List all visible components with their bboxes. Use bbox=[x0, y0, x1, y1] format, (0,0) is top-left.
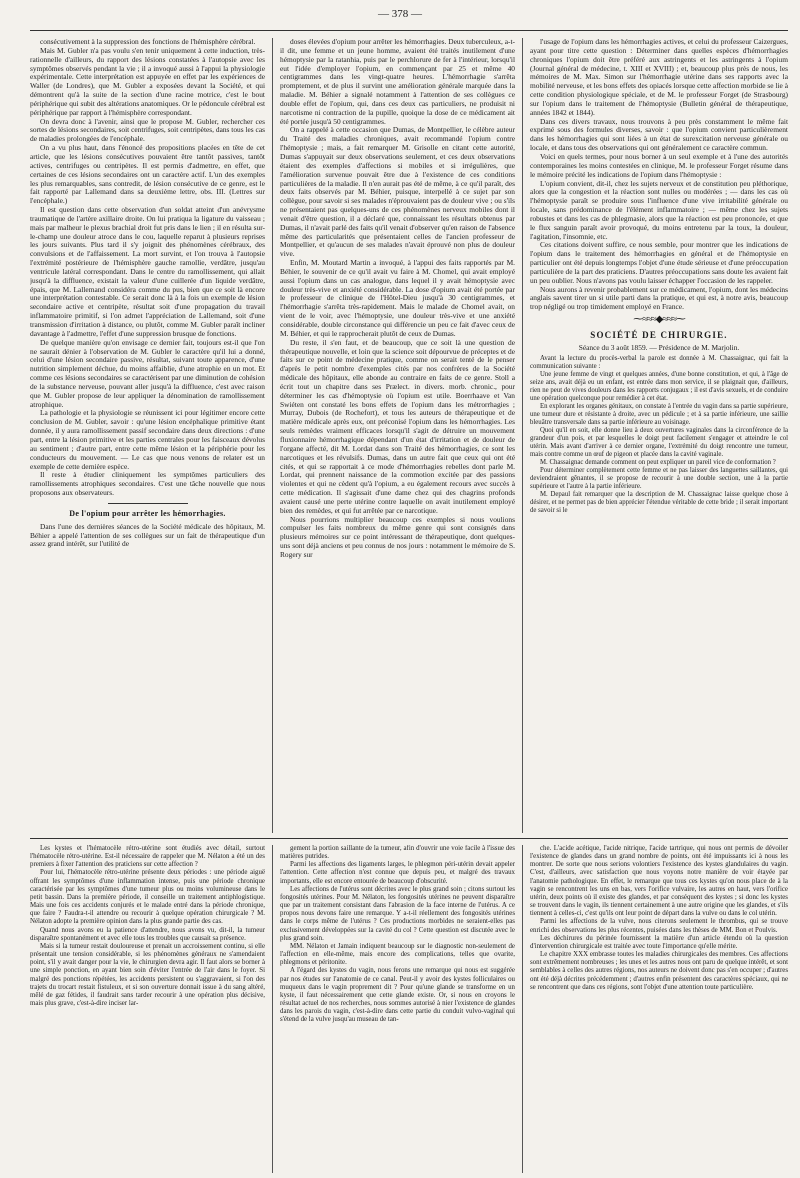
paragraph: l'usage de l'opium dans les hémorrhagies actives, et celui du professeur Caizergues, ayant pour titre cette question : Déterminer dans quelles espèces d'hémorrhagies chroniques l'opium doit être préféré aux astringents et les astringents à l'opium (Journal général de médecine, t. XIII et XVIII) ; et, beaucoup plus près de nous, les mémoires de M. Max. Simon sur l'hémorrhagie utérine dans ses rapports avec la mobilité nerveuse, et les bons effets des opiacés lorsque cette affection morbide se lie à cette condition physiologique spéciale, et de M. le professeur Forget (de Strasbourg) sur l'opium dans le traitement de l'hémoptysie (Bulletin général de thérapeutique, années 1842 et 1844). bbox=[530, 38, 788, 117]
page-number: — 378 — bbox=[378, 8, 422, 20]
paragraph: M. Depaul fait remarquer que la description de M. Chassaignac laisse quelque chose à désirer, et ne permet pas de bien apprécier l'étendue véritable de cette bride ; il serait important de savoir si le bbox=[530, 490, 788, 514]
paragraph: M. Chassaignac demande comment on peut expliquer un pareil vice de conformation ? bbox=[540, 458, 776, 466]
paragraph: Parmi les affections de la vulve, nous citerons seulement le thrombus, qui se trouve enrichi des observations les plus récentes, puisées dans les thèses de MM. Bon et Poulvis. bbox=[530, 918, 788, 934]
paragraph: De quelque manière qu'on envisage ce dernier fait, toujours est-il que l'on ne saurait dénier à l'observation de M. Gubler le caractère qu'il lui a donné, celui d'une lésion secondaire passive, résultat, suivant toute apparence, d'une nutrition simplement déchue, du moins affaiblie, d'une atrophie en un mot. Et comme ces lésions secondaires se caractérisent par une diminution de cohésion de la substance nerveuse, pouvant aller jusqu'à la diffluence, c'est avec raison que M. Gubler propose de leur appliquer la dénomination de ramollissement atrophique. bbox=[30, 337, 265, 409]
paragraph: Pour déterminer complètement cette femme et ne pas laisser des languettes saillantes, qui deviendraient gênantes, il se propose de recourir à une double section, une à la partie supérieure et l'autre à la partie inférieure. bbox=[530, 466, 788, 490]
paragraph: Mais M. Gubler n'a pas voulu s'en tenir uniquement à cette induction, très-rationnelle d'ailleurs, du rapport des lésions constatées à l'autopsie avec les symptômes observés pendant la vie ; il a invoqué aussi à l'appui la physiologie expérimentale. Cette interprétation est appuyée en effet par les expériences de Waller (de Londres), que M. Gubler a exposées devant la Société, et qui démontrent qu'à la suite de la section d'une racine motrice, c'est le bout périphérique qui subit des altérations anatomiques. Or le pédoncule cérébral est périphérique par rapport à l'hémisphère correspondant. bbox=[30, 45, 265, 117]
paragraph: doses élevées d'opium pour arrêter les hémorrhagies. Deux tuberculeux, a-t-il dit, une femme et un jeune homme, avaient été traités inutilement d'une hémoptysie par la ratanhia, puis par le perchlorure de fer à l'intérieur, lorsqu'il eut l'idée d'employer l'opium, en commençant par 25 et même 40 centigrammes dans les vingt-quatre heures. L'hémorrhagie s'arrêta promptement, et de plus il survint une amélioration générale marquée dans la maladie. M. Béhier a signalé notamment à l'attention de ses collègues ce double effet de l'opium, qui, dans ces deux cas particuliers, ne produisit ni narcotisme ni contraction de la pupille, quoique la dose de ce médicament ait été portée jusqu'à 50 centigrammes. bbox=[280, 38, 515, 126]
opium-article-heading: De l'opium pour arrêter les hémorrhagies. bbox=[69, 508, 226, 518]
column-rule bbox=[522, 845, 523, 1173]
paragraph: Nous aurons à revenir probablement sur ce médicament, l'opium, dont les médecins anglais savent tirer un si utile parti dans la pratique, et qui est, à notre avis, beaucoup trop négligé ou trop timidement employé en France. bbox=[530, 284, 788, 312]
column-rule bbox=[272, 845, 273, 1173]
paragraph: Enfin, M. Moutard Martin a invoqué, à l'appui des faits rapportés par M. Béhier, le souvenir de ce qu'il avait vu faire à M. Chomel, qui avait employé aussi l'opium dans un cas analogue, dans lequel il y avait hémoptysie avec douleur très-vive et anxiété considérable. La dose d'opium avait été portée par le professeur de clinique de l'Hôtel-Dieu jusqu'à 30 centigrammes, et l'hémorrhagie s'arrêta très-rapidement. Mais le malade de Chomel avait, on vient de le voir, avec l'hémoptysie, une douleur très-vive et une anxiété considérable, double circonstance qui différencie un peu ce fait d'avec ceux de M. Béhier, et qui le rapprocherait plutôt de ceux de Dumas. bbox=[280, 258, 515, 338]
paragraph: Ces citations doivent suffire, ce nous semble, pour montrer que les indications de l'opium dans le traitement des hémorrhagies en général et de l'hémoptysie en particulier ont été depuis longtemps l'objet d'une étude sérieuse et d'une préoccupation particulière de la part des praticiens. D'autres préoccupations sans doute les avaient fait un peu oublier. Nous n'avons pas voulu laisser échapper l'occasion de les rappeler. bbox=[530, 240, 788, 285]
paragraph: Dans ces divers travaux, nous trouvons à peu près constamment le même fait exprimé sous des formules diverses, savoir : que l'opium convient particulièrement dans les hémorrhagies qui sont liées à un état de surexcitation nerveuse générale ou locale, et dans tous des observations qui ont généralement ce caractère commun. bbox=[530, 116, 788, 153]
paragraph: Il est question dans cette observation d'un soldat atteint d'un anévrysme traumatique de l'artère axillaire droite. On lui pratiqua la ligature du vaisseau ; mais par malheur le plexus brachial droit fut pris dans le lien ; il en résulta sur-le-champ une douleur atroce dans le cou, laquelle reparut à plusieurs reprises les jours suivants. Plus tard il s'y joignit des phénomènes cérébraux, des convulsions et de l'affaissement. La mort survint, et l'on trouva à l'autopsie l'extrémité postérieure de l'hémisphère gauche ramollie, verdâtre, jusqu'au ventricule latéral correspondant. Dans le centre du ramollissement, qui allait jusqu'à la diffluence, existait la valeur d'une cuillerée d'un liquide verdâtre, épais, que M. Lallemand considéra comme du pus, bien que ce soit là encore une interprétation contestable. Ce serait donc là à la fois un exemple de lésion secondaire active et centripète, résultat soit d'une propagation du travail inflammatoire primitif, si l'on admet l'appréciation de Lallemand, soit d'une transmission d'irritation à distance, ou plutôt, comme M. Gubler paraît incliner davantage à l'admettre, l'effet d'une suppression brusque de fonctions. bbox=[30, 205, 265, 338]
paragraph: Quoi qu'il en soit, elle donne lieu à deux ouvertures vaginales dans la circonférence de la grandeur d'un pois, et par lesquelles le doigt peut facilement s'engager et atteindre le col utérin. Mais avant d'arriver à ce dernier organe, l'extrémité du doigt rencontre une tumeur, mais contre comme un œuf de pigeon et placée dans la cavité vaginale. bbox=[530, 426, 788, 458]
paragraph: L'opium convient, dit-il, chez les sujets nerveux et de constitution peu pléthorique, alors que la congestion et la réaction sont nulles ou modérées ; — dans les cas où l'hémoptysie paraît se produire sous l'influence d'une vive irritabilité générale ou locale, sans prédominance de l'élément inflammatoire ; — même chez les sujets robustes et dans les cas de phlegmasie, alors que la réaction est peu prononcée, et que le flux sanguin paraît avoir provoqué, du moins entretenu par la toux, la douleur, l'agitation, l'insomnie, etc. bbox=[530, 178, 788, 241]
paragraph: Quand nous avons eu la patience d'attendre, nous avons vu, dit-il, la tumeur disparaître spontanément et avec elle tous les troubles que causait sa présence. bbox=[30, 926, 265, 942]
paragraph: Les déchirures du périnée fournissent la matière d'un article étendu où la question d'intervention chirurgicale est traitée avec toute l'importance qu'elle mérite. bbox=[530, 934, 788, 950]
column-1 bbox=[30, 38, 265, 833]
paragraph: che. L'acide acétique, l'acide nitrique, l'acide tartrique, qui nous ont permis de dévoiler l'existence de glandes dans un grand nombre de points, ont été impuissants ici à nous les montrer. De sorte que nous serions volontiers l'existence des kystes glandulaires du vagin. C'est, d'ailleurs, avec satisfaction que nous voyons notre manière de voir étayée par l'anatomie pathologique. En effet, le remarque que tous ces kystes qu'on nous place de à la vagin se rencontrent les uns en bas, vers l'orifice vulvaire, les autres en haut, vers l'orifice utérin, deux points où il existe des glandes, et par conséquent des kystes ; si donc les kystes se trouvent dans le vagin, ils tiennent certainement à une autre origine que les glandes, et s'ils tiennent à celles-ci, c'est qu'ils ont leur point de départ dans la vulve ou dans le col utérin. bbox=[530, 845, 788, 918]
societe-chirurgie-heading: SOCIÉTÉ DE CHIRURGIE. bbox=[590, 330, 728, 340]
paragraph: On a rappelé à cette occasion que Dumas, de Montpellier, le célèbre auteur du Traité des maladies chroniques, avait recommandé l'opium contre l'hémoptysie ; mais, a fait remarquer M. Grisolle en citant cette autorité, Dumas s'appuyait sur deux observations seulement, et ces deux observations étaient des exemples d'affections si mobiles et si irrégulières, que l'amélioration survenue pouvait être due à l'existence de ces conditions particulières de la maladie. Il n'en aurait pas été de même, à ce qu'il paraît, des deux faits observés par M. Béhier, puisque, interpellé à ce sujet par son collègue, pour savoir si ses malades n'éprouvaient pas de douleur vive ; ou s'ils ne présentaient pas quelques-uns de ces phénomènes nerveux mobiles dont il venait d'être question, il a déclaré que, connaissant les résultats obtenus par Dumas, il n'avait parlé des faits qu'il venait d'observer qu'en raison de l'absence même des particularités que présentaient celles de l'ancien professeur de Montpellier, et qu'aucun de ses malades n'avait éprouvé non plus de douleur vive. bbox=[280, 125, 515, 259]
paragraph: Parmi les affections des ligaments larges, le phlegmon péri-utérin devait appeler l'attention. Cette affection n'est connue que depuis peu, et malgré des travaux importants, elle est encore entourée de beaucoup d'obscurité. bbox=[280, 861, 515, 885]
paragraph: Voici en quels termes, pour nous borner à un seul exemple et à l'une des autorités contemporaines les moins contestées en clinique, M. le professeur Forget résume dans le mémoire précité les indications de l'opium dans l'hémoptysie : bbox=[530, 151, 788, 179]
paragraph: Les affections de l'utérus sont décrites avec le plus grand soin ; citons surtout les fongosités utérines. Pour M. Nélaton, les fongosités utérines ne peuvent disparaître que par un traitement consistant dans l'abrasion de la face interne de l'utérus. A ce propos nous devons faire une remarque. Y a-t-il réellement des fongosités utérines dans le corps même de l'utérus ? Ces productions morbides ne seraient-elles pas exclusivement développées sur la cavité du col ? Cette question est discutée avec le plus grand soin. bbox=[280, 885, 515, 942]
paragraph: Mais si la tumeur restait douloureuse et prenait un accroissement continu, si elle présentait une tension considérable, si les phénomènes généraux ne s'amendaient point, s'il y avait danger pour la vie, le chirurgien devra agir. Il faut alors se borner à une simple ponction, en ayant bien soin d'éviter l'entrée de l'air dans le foyer. Si malgré des ponctions répétées, les accidents persistent ou s'aggravaient, si l'on des trajets du trocart restait fistuleux, et si son ouverture donnait issue à du sang altéré, mêlé de gaz fétides, il faudrait sans tarder recourir à une opération plus décisive, mais plus grave, c'est-à-dire inciser lar- bbox=[30, 942, 265, 1007]
paragraph: Avant la lecture du procès-verbal la parole est donnée à M. Chassaignac, qui fait la communication suivante : bbox=[530, 354, 788, 370]
seance-line: Séance du 3 août 1859. — Présidence de M. Marjolin. bbox=[578, 342, 740, 352]
bottom-column-3 bbox=[530, 845, 788, 1173]
paragraph: Une jeune femme de vingt et quelques années, d'une bonne constitution, et qui, à l'âge de seize ans, avait déjà eu un enfant, est entrée dans mon service, il se plaignait que, d'ailleurs, rien ne peut de vives douleurs dans les rapports conjugaux ; il est d'avis sexuels, et de conduire une opération quelconque pour remédier à cet état. bbox=[530, 370, 788, 402]
column-rule bbox=[522, 38, 523, 833]
paragraph: MM. Nélaton et Jamain indiquent beaucoup sur le diagnostic non-seulement de l'affection en elle-même, mais encore des complications, telles que ovarite, phlegmons et péritonite. bbox=[280, 942, 515, 967]
paragraph: Les kystes et l'hématocèle rétro-utérine sont étudiés avec détail, surtout l'hématocèle rétro-utérine. Est-il nécessaire de rappeler que M. Nélaton a été un des premiers à fixer l'attention des praticiens sur cette affection ? bbox=[30, 845, 265, 869]
paragraph: La pathologie et la physiologie se réunissent ici pour légitimer encore cette conclusion de M. Gubler, savoir : qu'une lésion encéphalique primitive étant donnée, il y aura ramollissement passif secondaire dans deux directions : d'une part, entre la lésion primitive et les parties centrales pour les faisceaux dévolus au sentiment ; d'autre part, entre cette même lésion et la périphérie pour les conducteurs du mouvement. — Le cas que nous venons de relater est un exemple de cette dernière espèce. bbox=[30, 408, 265, 471]
paragraph: Pour lui, l'hématocèle rétro-utérine présente deux périodes : une période aiguë offrant les symptômes d'une inflammation intense, puis une période chronique caractérisée par les symptômes d'une tumeur plus ou moins volumineuse dans le petit bassin. Dans la première période, il conseille un traitement antiphlogistique. Mais une fois ces accidents conjurés et le malade entré dans la période chronique, que faire ? Faudra-t-il attendre ou recourir à quelque opération chirurgicale ? M. Nélaton adopte la première opinion dans la plus grande partie des cas. bbox=[30, 869, 265, 926]
ornamental-divider: ⁓≈≈≈◆≈≈≈⁓ bbox=[633, 314, 685, 326]
column-rule bbox=[272, 38, 273, 833]
paragraph: En explorant les organes génitaux, on constate à l'entrée du vagin dans sa partie supérieure, une tumeur dure et résistante à droite, avec un pédicule ; et à sa partie inférieure, une saillie bleuâtre transversale dans sa partie inférieure au voisinage. bbox=[530, 402, 788, 426]
paragraph: consécutivement à la suppression des fonctions de l'hémisphère cérébral. bbox=[40, 38, 256, 46]
paragraph: Le chapitre XXX embrasse toutes les maladies chirurgicales des membres. Ces affections sont extrêmement nombreuses ; les unes et les autres nous ont paru de quelque intérêt, et sont semblables à celles des autres régions, nos auteurs ne doivent donc pas s'en occuper ; d'autres ont été déjà décrites précédemment ; d'autres enfin présentent des caractères spéciaux, qui ne se rencontrent que dans ces régions, sont l'objet d'une attention toute particulière. bbox=[530, 951, 788, 991]
section-divider bbox=[108, 503, 188, 504]
paragraph: Nous pourrions multiplier beaucoup ces exemples si nous voulions compulser les faits nombreux du même genre qui sont consignés dans plusieurs mémoires sur ce point intéressant de thérapeutique, dont quelques-uns sont déjà anciens et peu connus de nos jours : notamment le mémoire de S. Rogery sur bbox=[280, 514, 515, 559]
paragraph: Du reste, il s'en faut, et de beaucoup, que ce soit là une question de thérapeutique nouvelle, et loin que la science soit dépourvue de préceptes et de faits sur ce point de médecine pratique, comme on serait tenté de le penser d'après le petit nombre d'exemples cités par nos confrères de la Société médicale des hôpitaux, elle abonde au contraire en faits de ce genre. Stoll a écrit tout un chapitre dans ses Prælect. in divers. morb. chronic., pour déterminer les cas d'hémoptysie où l'opium est utile. Boerrhaave et Van Swiéten ont constaté les bons effets de l'opium dans les métrorrhagies ; Murray, Dubois (de Rochefort), et tous les auteurs de thérapeutique et de matière médicale après eux, ont préconisé l'opium dans les hémorrhagies. Les seuls remèdes vraiment efficaces lorsqu'il s'agit de détruire un mouvement fluxionnaire hémorrhagique dépendant d'un état d'irritation et de douleur de l'organe affecté, dit M. Lordat dans son Traité des hémorrhagies, ce sont les narcotiques et les révulsifs. Dumas, dans un autre fait que ceux qui ont été cités, et qui se rapportait à ce mode d'hémorrhagies rebelles dont parle M. Lordat, qui prennent naissance de la commotion excitée par des passions violentes et qui ne cèdent qu'à l'opium, a eu également recours avec succès à cette médication. Il s'agissait d'une dame chez qui des chagrins profonds avaient causé une perte utérine contre laquelle on avait inutilement employé bien des remèdes, et qui fut arrêtée par ce narcotique. bbox=[280, 337, 515, 515]
header-rule bbox=[30, 30, 788, 31]
paragraph: gement la portion saillante de la tumeur, afin d'ouvrir une voie facile à l'issue des matières putrides. bbox=[280, 845, 515, 861]
column-3 bbox=[530, 38, 788, 833]
paragraph: Dans l'une des dernières séances de la Société médicale des hôpitaux, M. Béhier a appelé l'attention de ses collègues sur un fait de thérapeutique d'un assez grand intérêt, sur l'utilité de bbox=[30, 521, 265, 549]
bottom-column-1 bbox=[30, 845, 265, 1173]
section-rule bbox=[30, 838, 788, 839]
bottom-column-2 bbox=[280, 845, 515, 1173]
paragraph: A l'égard des kystes du vagin, nous ferons une remarque qui nous est suggérée par nos études sur l'anatomie de ce canal. Peut-il y avoir des kystes folliculaires ou muqueux dans le vagin proprement dit ? Pour qu'une glande se transforme en un kyste, il faut nécessairement que cette glande existe. Or, si nous en croyons le résultat actuel de nos recherches, nous sommes autorisé à nier l'existence de glandes dans les parois du vagin, c'est-à-dire dans cette partie du conduit vulvo-vaginal qui s'étend de la vulve jusqu'au museau de tan- bbox=[280, 967, 515, 1024]
paragraph: On a vu plus haut, dans l'énoncé des propositions placées en tête de cet article, que les lésions consécutives pouvaient être tantôt passives, tantôt actives, centrifuges ou centripètes. Il est permis d'admettre, en effet, que certaines de ces lésions secondaires ont un caractère actif. L'un des exemples les plus remarquables, sans contredit, de lésion consécutive de ce genre, est le fait rapporté par Lallemand dans sa deuxième lettre, obs. III. (Lettres sur l'encéphale.) bbox=[30, 143, 265, 206]
column-2 bbox=[280, 38, 515, 833]
paragraph: Il reste à étudier cliniquement les symptômes particuliers des ramollissements atrophiques secondaires. C'est une tâche nouvelle que nous proposons aux observateurs. bbox=[30, 470, 265, 498]
paragraph: On devra donc à l'avenir, ainsi que le propose M. Gubler, rechercher ces sortes de lésions secondaires, soit centrifuges, soit centripètes, dans tous les cas de maladies prolongées de l'encéphale. bbox=[30, 116, 265, 144]
